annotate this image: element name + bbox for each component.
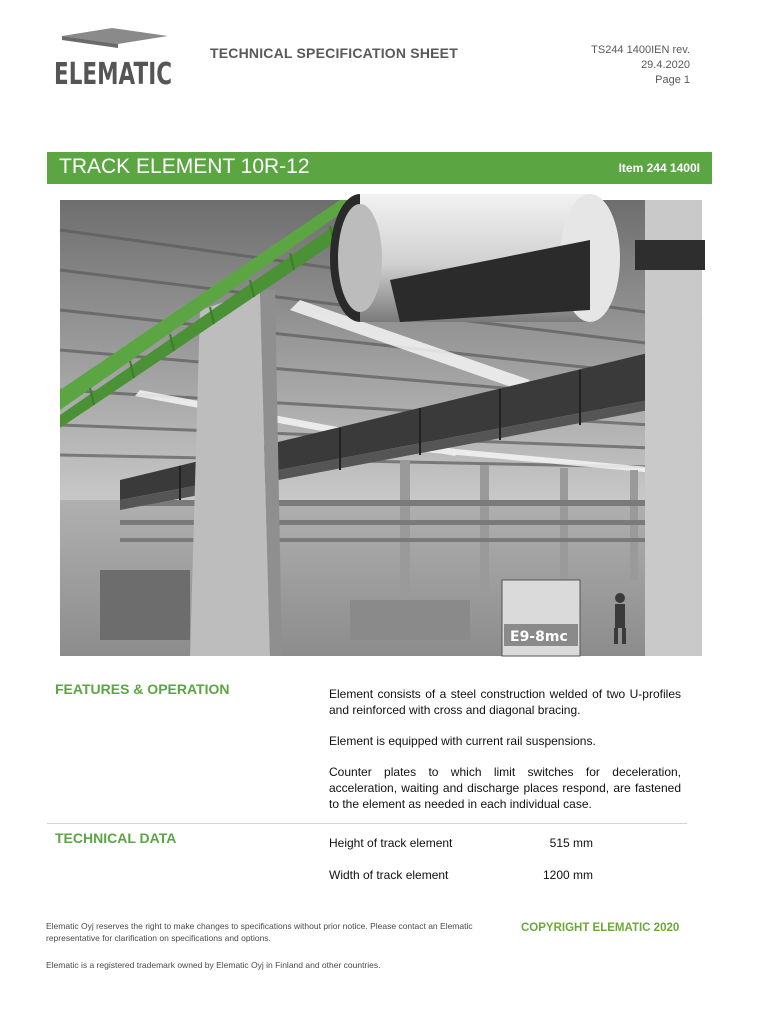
features-paragraph: Counter plates to which limit switches for deceleration, acceleration, waiting and discharge places respond, are fastened to the element as needed in each individual case.: [329, 765, 681, 811]
sign-label: E9-8mc: [510, 629, 568, 645]
technical-data-heading: TECHNICAL DATA: [55, 830, 177, 846]
spec-value: 515 mm: [549, 836, 593, 850]
spec-value: 1200 mm: [542, 868, 593, 882]
section-divider: [47, 823, 687, 824]
page-title: TRACK ELEMENT 10R-12: [59, 155, 310, 178]
spec-row: [329, 836, 629, 852]
item-number: Item 244 1400I: [618, 161, 700, 175]
doc-id: TS244 1400IEN rev.: [591, 44, 690, 56]
logo-text: ELEMATIC: [54, 57, 172, 92]
trademark-text: Elematic is a registered trademark owned by Elematic Oyj in Finland and other countries.: [46, 960, 381, 970]
spec-row: [329, 868, 629, 884]
features-heading: FEATURES & OPERATION: [55, 681, 230, 697]
title-bar: [47, 152, 712, 184]
spec-label: Width of track element: [329, 868, 449, 882]
features-paragraph: Element is equipped with current rail suspensions.: [329, 734, 596, 748]
disclaimer-text: Elematic Oyj reserves the right to make changes to specifications without prior notice. Please contact an Elematic representative for clarification on specifications and options.: [46, 921, 473, 943]
features-body: [329, 686, 681, 827]
copyright-text: COPYRIGHT ELEMATIC 2020: [521, 922, 680, 934]
features-paragraph: Element consists of a steel construction welded of two U-profiles and reinforced with cross and diagonal bracing.: [329, 687, 681, 717]
product-photo: [60, 200, 702, 656]
page-number: Page 1: [655, 74, 690, 86]
header-title: TECHNICAL SPECIFICATION SHEET: [210, 45, 458, 61]
spec-label: Height of track element: [329, 836, 453, 850]
elematic-logo: [52, 26, 176, 92]
doc-date: 29.4.2020: [641, 59, 690, 71]
document-meta: [591, 43, 690, 88]
